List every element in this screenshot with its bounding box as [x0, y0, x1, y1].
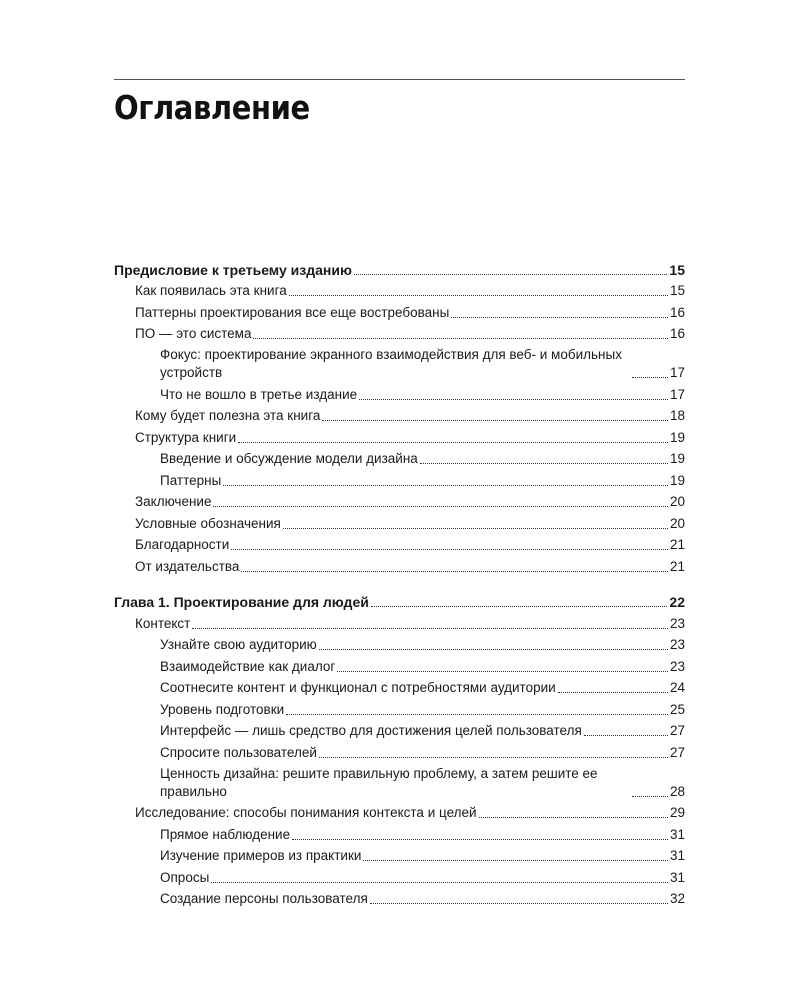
- dot-leader: [319, 649, 668, 650]
- toc-entry-page: 31: [669, 826, 685, 842]
- toc-entry: [114, 345, 685, 384]
- toc-entry-title: ПО — это система: [135, 326, 252, 341]
- toc-entry: [114, 742, 685, 764]
- toc-entry-title: Изучение примеров из практики: [160, 848, 362, 863]
- toc-entry-page: 25: [669, 701, 685, 717]
- toc-entry-page: 21: [669, 537, 685, 552]
- toc-entry-page: 28: [669, 783, 685, 799]
- dot-leader: [213, 506, 667, 507]
- toc-entry-page: 29: [669, 805, 685, 820]
- dot-leader: [337, 671, 668, 672]
- toc-entry-title: Паттерны: [160, 472, 222, 488]
- toc-entry-title: Благодарности: [135, 537, 230, 552]
- dot-leader: [241, 571, 668, 572]
- toc-entry: [114, 513, 685, 535]
- toc-entry-title: Кому будет полезна эта книга: [135, 408, 321, 423]
- toc-entry: [114, 492, 685, 514]
- toc-entry-page: 23: [669, 637, 685, 652]
- toc-entry: [114, 535, 685, 557]
- toc-entry: [114, 427, 685, 449]
- toc-entry-title: От издательства: [135, 558, 240, 574]
- toc-entry-page: 16: [669, 304, 685, 320]
- toc-entry-title: Условные обозначения: [135, 515, 281, 531]
- toc-entry-title: Фокус: проектирование экранного взаимодействия для веб- и мобильных устройств: [160, 347, 622, 380]
- toc-entry-title: Предисловие к третьему изданию: [114, 261, 352, 278]
- toc-entry: [114, 613, 685, 635]
- dot-leader: [370, 903, 668, 904]
- dot-leader: [319, 757, 668, 758]
- toc-entry-title: Паттерны проектирования все еще востребованы: [135, 304, 450, 320]
- dot-leader: [292, 839, 668, 840]
- dot-leader: [371, 606, 668, 607]
- toc-entry: [114, 656, 685, 678]
- toc-entry: [114, 324, 685, 346]
- toc-entry-page: 17: [669, 386, 685, 402]
- toc-entry: [114, 824, 685, 846]
- toc-entry-title: Уровень подготовки: [160, 701, 285, 717]
- toc-entry-title: Опросы: [160, 869, 210, 885]
- toc-entry: [114, 384, 685, 406]
- header-rule: [114, 79, 685, 80]
- dot-leader: [192, 628, 668, 629]
- dot-leader: [223, 485, 668, 486]
- page-title: Оглавление: [114, 88, 310, 127]
- toc-entry: [114, 721, 685, 743]
- toc-entry-title: Узнайте свою аудиторию: [160, 637, 317, 652]
- toc-entry-page: 17: [669, 365, 685, 380]
- dot-leader: [420, 463, 668, 464]
- toc-entry-title: Прямое наблюдение: [160, 826, 291, 842]
- toc-entry-title: Исследование: способы понимания контекста и целей: [135, 805, 477, 820]
- dot-leader: [322, 420, 668, 421]
- toc-entry: [114, 556, 685, 578]
- toc-entry: [114, 699, 685, 721]
- toc-entry-page: 20: [669, 515, 685, 531]
- dot-leader: [363, 860, 668, 861]
- dot-leader: [451, 317, 668, 318]
- toc-entry-page: 19: [669, 472, 685, 488]
- toc-entry-title: Спросите пользователей: [160, 744, 317, 760]
- toc-entry-page: 19: [669, 429, 685, 445]
- toc-entry-title: Ценность дизайна: решите правильную проблему, а затем решите ее правильно: [160, 765, 598, 799]
- toc-entry-page: 21: [669, 558, 685, 574]
- toc-entry-title: Как появилась эта книга: [135, 283, 287, 298]
- toc-entry-page: 15: [669, 261, 685, 278]
- dot-leader: [286, 714, 668, 715]
- toc-entry-title: Структура книги: [135, 429, 237, 445]
- toc-entry-title: Интерфейс — лишь средство для достижения целей пользователя: [160, 723, 582, 738]
- toc-entry-page: 23: [669, 615, 685, 631]
- toc-entry-page: 32: [669, 891, 685, 906]
- toc-entry: [114, 803, 685, 825]
- toc-entry-page: 27: [669, 723, 685, 738]
- toc-entry: [114, 449, 685, 471]
- toc-entry-title: Соотнесите контент и функционал с потребностями аудитории: [160, 680, 556, 695]
- toc-entry-page: 19: [669, 451, 685, 466]
- dot-leader: [359, 399, 668, 400]
- toc-entry: [114, 259, 685, 281]
- dot-leader: [558, 692, 668, 693]
- dot-leader: [289, 295, 668, 296]
- dot-leader: [632, 377, 668, 378]
- toc-entry-page: 27: [669, 744, 685, 760]
- toc-entry: [114, 635, 685, 657]
- toc-entry: [114, 867, 685, 889]
- toc-entry-title: Контекст: [135, 615, 191, 631]
- dot-leader: [283, 528, 668, 529]
- toc-entry-page: 31: [669, 848, 685, 863]
- toc-entry: [114, 406, 685, 428]
- toc-entry: [114, 846, 685, 868]
- toc-entry-page: 15: [669, 283, 685, 298]
- toc-entry-title: Введение и обсуждение модели дизайна: [160, 451, 418, 466]
- dot-leader: [584, 735, 668, 736]
- toc-entry: [114, 889, 685, 911]
- toc-entry: [114, 470, 685, 492]
- table-of-contents: [114, 259, 685, 910]
- toc-entry-title: Взаимодействие как диалог: [160, 658, 336, 674]
- toc-entry-page: 20: [669, 494, 685, 509]
- toc-entry: [114, 302, 685, 324]
- toc-entry-title: Глава 1. Проектирование для людей: [114, 594, 369, 610]
- dot-leader: [231, 549, 668, 550]
- dot-leader: [354, 274, 668, 275]
- toc-entry-page: 23: [669, 658, 685, 674]
- toc-entry-title: Заключение: [135, 494, 212, 509]
- dot-leader: [238, 442, 668, 443]
- toc-entry: [114, 592, 685, 614]
- dot-leader: [632, 796, 668, 797]
- toc-entry-page: 18: [669, 408, 685, 423]
- toc-entry-page: 16: [669, 326, 685, 341]
- dot-leader: [479, 817, 668, 818]
- toc-entry-title: Что не вошло в третье издание: [160, 386, 358, 402]
- toc-entry: [114, 764, 685, 803]
- toc-entry-page: 31: [669, 869, 685, 885]
- toc-entry: [114, 678, 685, 700]
- dot-leader: [253, 338, 668, 339]
- toc-entry-title: Создание персоны пользователя: [160, 891, 368, 906]
- toc-entry: [114, 281, 685, 303]
- toc-entry-page: 24: [669, 680, 685, 695]
- toc-entry-page: 22: [669, 594, 685, 610]
- dot-leader: [211, 882, 668, 883]
